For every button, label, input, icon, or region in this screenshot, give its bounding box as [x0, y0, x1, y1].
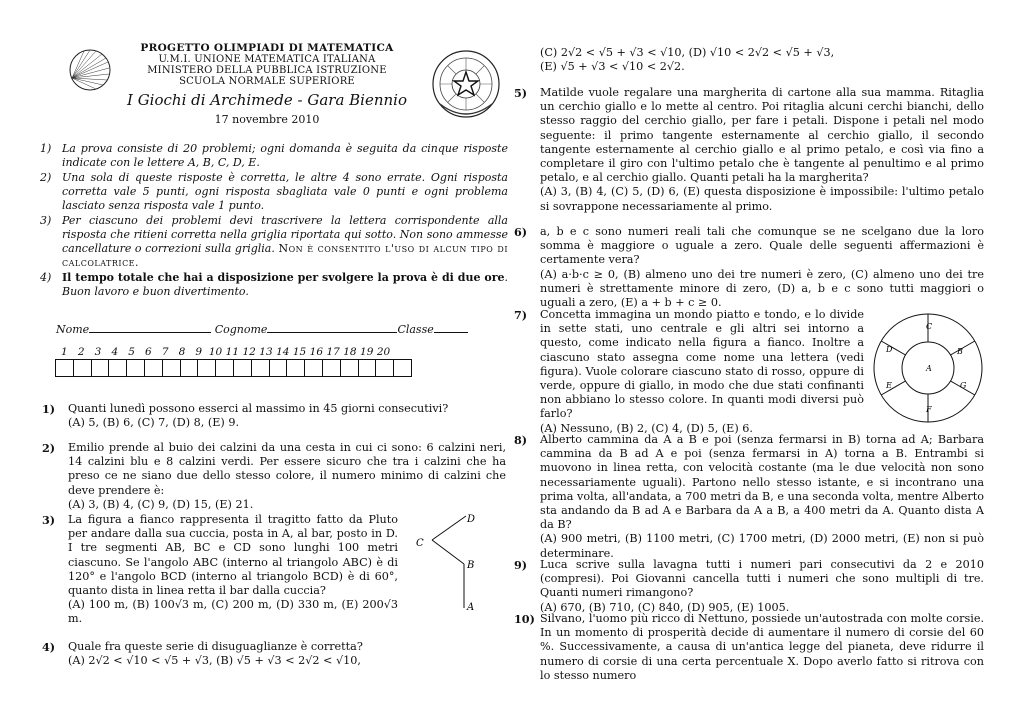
- question-answers: (A) 100 m, (B) 100√3 m, (C) 200 m, (D) 330 m, (E) 200√3 m.: [68, 598, 398, 626]
- rule-item: [40, 214, 508, 270]
- grid-number: 17: [326, 346, 340, 358]
- question-answers: (A) a·b·c ≥ 0, (B) almeno uno dei tre numeri è zero, (C) almeno uno dei tre numeri è strettamente minore di zero, (D) a, b e c sono tutti maggiori o uguali a zero, (E) a + b + c ≥ 0.: [540, 267, 984, 310]
- grid-number: 12: [242, 346, 256, 358]
- question-number: 6): [514, 225, 528, 239]
- header-line2: U.M.I. UNIONE MATEMATICA ITALIANA: [158, 54, 376, 65]
- rule-item: [40, 271, 508, 299]
- question-4-continued: [540, 46, 980, 74]
- question-answers-cd: (C) 2√2 < √5 + √3 < √10, (D) √10 < 2√2 < √5 + √3,: [540, 46, 835, 59]
- fig7-label-g: G: [960, 381, 967, 390]
- cognome-label: Cognome: [214, 323, 268, 336]
- fig7-label-a: A: [926, 364, 932, 373]
- grid-number: 6: [145, 346, 152, 358]
- question-answers: (A) 3, (B) 4, (C) 5, (D) 6, (E) questa disposizione è impossibile: l'ultimo petalo si sovrappone necessariamente al primo.: [540, 185, 984, 213]
- answer-cell[interactable]: [375, 359, 394, 377]
- grid-number: 18: [343, 346, 357, 358]
- question-text: Concetta immagina un mondo piatto e tondo, e lo divide in sette stati, uno centrale e gli altri sei intorno a questo, come indicato nella figura a fianco. Inoltre a ciascuno stato assegna come nome una lettera (vedi figura). Vuole colorare ciascuno stato di rosso, oppure di verde, oppure di giallo, in modo che due stati confinanti non abbiano lo stesso colore. In quanti modi diversi può farlo?: [540, 308, 864, 421]
- answer-cell[interactable]: [286, 359, 305, 377]
- question-text: a, b e c sono numeri reali tali che comunque se ne scelgano due la loro somma è maggiore o uguale a zero. Quale delle seguenti affermazioni è certamente vera?: [540, 225, 984, 267]
- fig3-label-c: C: [416, 538, 424, 549]
- rule-text: Una sola di queste risposte è corretta, le altre 4 sono errate. Ogni risposta corretta vale 5 punti, ogni risposta sbagliata vale 0 punti e ogni problema lasciato senza risposta vale 1 punto.: [62, 171, 508, 212]
- fig7-label-c: C: [926, 322, 933, 331]
- fig7-label-d: D: [886, 345, 893, 354]
- rule-text: La prova consiste di 20 problemi; ogni domanda è seguita da cinque risposte indicate con le lettere A, B, C, D, E.: [62, 142, 508, 169]
- rule-text-main: Per ciascuno dei problemi devi trascrivere la lettera corrispondente alla risposta che ritieni corretta nella griglia riportata qui sotto. Non sono ammesse cancellature o correzioni sulla griglia.: [62, 214, 508, 255]
- question-answers: (A) 2√2 < √10 < √5 + √3, (B) √5 + √3 < 2√2 < √10,: [68, 654, 361, 668]
- answer-cell[interactable]: [233, 359, 252, 377]
- fig3-label-a: A: [467, 602, 475, 613]
- question-answers: (A) 5, (B) 6, (C) 7, (D) 8, (E) 9.: [68, 416, 240, 430]
- seven-states-figure: [872, 312, 984, 424]
- answer-cell[interactable]: [269, 359, 288, 377]
- question-text: Matilde vuole regalare una margherita di cartone alla sua mamma. Ritaglia un cerchio giallo e lo mette al centro. Poi ritaglia alcuni cerchi bianchi, dello stesso raggio del cerchio giallo, per fare i petali. Dispone i petali nel modo seguente: il primo tangente esternamente al cerchio giallo, il secondo tangente esternamente al cerchio giallo e al primo petalo, e così via fino a completare il giro con l'ultimo petalo che è tangente al penultimo e al primo petalo, e al cerchio giallo. Quanti petali ha la margherita?: [540, 86, 984, 185]
- grid-number: 8: [178, 346, 186, 358]
- question-number: 9): [514, 558, 528, 572]
- answer-cell[interactable]: [251, 359, 270, 377]
- answer-cell[interactable]: [197, 359, 216, 377]
- grid-number: 5: [128, 346, 135, 358]
- question-body: [540, 308, 864, 436]
- grid-number: 19: [360, 346, 374, 358]
- grid-number: 16: [309, 346, 324, 358]
- question-number: 3): [42, 513, 56, 527]
- answer-cell[interactable]: [393, 359, 412, 377]
- grid-number: 14: [276, 346, 290, 358]
- question-text: Emilio prende al buio dei calzini da una cesta in cui ci sono: 6 calzini neri, 14 calzini blu e 8 calzini verdi. Per essere sicuro che tra i calzini che ha preso ce ne siano due dello stesso colore, il numero minimo di calzini che deve prendere è:: [68, 441, 506, 497]
- rule-text: Il tempo totale che hai a disposizione per svolgere la prova è di due ore. Buon lavoro e buon divertimento.: [62, 271, 508, 298]
- rule-item: [40, 142, 508, 170]
- question-body: [540, 612, 984, 683]
- fig3-label-d: D: [467, 514, 476, 525]
- question-number: 1): [42, 402, 56, 416]
- question-body: [540, 225, 984, 310]
- question-number: 7): [514, 308, 528, 322]
- grid-number: 3: [94, 346, 102, 358]
- question-answers: (A) Nessuno, (B) 2, (C) 4, (D) 5, (E) 6.: [540, 421, 753, 435]
- answer-cell[interactable]: [215, 359, 234, 377]
- question-body: [540, 558, 984, 615]
- question-text: Quanti lunedì possono esserci al massimo in 45 giorni consecutivi?: [68, 402, 449, 415]
- question-number: 5): [514, 86, 528, 100]
- fig7-label-e: E: [886, 381, 892, 390]
- grid-number: 9: [195, 346, 203, 358]
- grid-number: 4: [111, 346, 119, 358]
- grid-number: 15: [292, 346, 307, 358]
- answer-grid-cells: [56, 359, 412, 377]
- cognome-field[interactable]: [267, 322, 397, 333]
- grid-number: 10: [208, 346, 223, 358]
- question-answers-e: (E) √5 + √3 < √10 < 2√2.: [540, 60, 685, 74]
- classe-field[interactable]: [434, 322, 468, 333]
- question-answers: (A) 900 metri, (B) 1100 metri, (C) 1700 metri, (D) 2000 metri, (E) non si può determinare.: [540, 532, 984, 560]
- question-text: Quale fra queste serie di disuguaglianze è corretta?: [68, 640, 363, 653]
- answer-cell[interactable]: [108, 359, 127, 377]
- page-title: I Giochi di Archimede - Gara Biennio: [127, 91, 407, 109]
- question-number: 4): [42, 640, 56, 654]
- rule-text: [62, 214, 508, 270]
- question-body: [540, 433, 984, 561]
- rule-number: 4): [40, 271, 52, 284]
- pluto-path-figure: [410, 508, 500, 616]
- header-line3: MINISTERO DELLA PUBBLICA ISTRUZIONE: [147, 65, 387, 76]
- rule-number: 1): [40, 142, 52, 155]
- question-text: Alberto cammina da A a B e poi (senza fermarsi in B) torna ad A; Barbara cammina da B ad A e poi (senza fermarsi in A) torna a B. Entrambi si muovono in linea retta, con velocità costante (ma le due velocità non sono necessariamente uguali). Partono nello stesso istante, e si incontrano una prima volta, all'andata, a 700 metri da B, e una seconda volta, mentre Alberto sta andando da B ad A e Barbara da A a B, a 400 metri da A. Quanto dista A da B?: [540, 433, 984, 532]
- answer-grid: [56, 346, 412, 377]
- question-body: [68, 640, 506, 668]
- answer-cell[interactable]: [126, 359, 145, 377]
- question-number: 8): [514, 433, 528, 447]
- grid-number: 1: [61, 346, 68, 358]
- question-text: La figura a fianco rappresenta il tragitto fatto da Pluto per andare dalla sua cuccia, posta in A, al bar, posto in D. I tre segmenti AB, BC e CD sono lunghi 100 metri ciascuno. Se l'angolo ABC (interno al triangolo ABC) è di 120° e l'angolo BCD (interno al triangolo BCD) è di 60°, quanto dista in linea retta il bar dalla cuccia?: [68, 513, 398, 598]
- question-number: 10): [514, 612, 535, 626]
- classe-label: Classe: [397, 323, 434, 336]
- question-body: [540, 86, 984, 214]
- rule-item: [40, 171, 508, 213]
- question-number: 2): [42, 441, 56, 455]
- question-text: Luca scrive sulla lavagna tutti i numeri pari consecutivi da 2 e 2010 (compresi). Poi Giovanni cancella tutti i numeri che sono multipli di tre. Quanti numeri rimangono?: [540, 558, 984, 600]
- rule-text-caps: Non è consentito l'uso di alcun tipo di calcolatrice.: [62, 242, 509, 269]
- answer-cell[interactable]: [180, 359, 199, 377]
- rule-text-bold: Il tempo totale che hai a disposizione per svolgere la prova è di due ore: [62, 271, 505, 284]
- fig7-label-f: F: [926, 405, 932, 414]
- answer-cell[interactable]: [162, 359, 181, 377]
- answer-cell[interactable]: [322, 359, 341, 377]
- question-body: [68, 513, 398, 627]
- italian-republic-emblem-icon: [428, 46, 504, 122]
- answer-cell[interactable]: [358, 359, 377, 377]
- answer-cell[interactable]: [73, 359, 92, 377]
- grid-number: 2: [77, 346, 85, 358]
- rule-number: 3): [40, 214, 52, 227]
- grid-number: 20: [376, 346, 391, 358]
- fig7-label-b: B: [957, 347, 963, 356]
- rule-text-main: Buon lavoro e buon divertimento.: [62, 285, 249, 298]
- question-answers: (A) 3, (B) 4, (C) 9, (D) 15, (E) 21.: [68, 497, 254, 511]
- header-line4: SCUOLA NORMALE SUPERIORE: [179, 76, 355, 87]
- header: [107, 42, 427, 126]
- exam-date: 17 novembre 2010: [214, 113, 320, 126]
- exam-rules: [40, 142, 508, 300]
- answer-cell[interactable]: [340, 359, 359, 377]
- olympiad-logo: [68, 48, 112, 92]
- grid-number: 11: [225, 346, 240, 358]
- nome-label: Nome: [56, 323, 90, 336]
- question-text: Silvano, l'uomo più ricco di Nettuno, possiede un'autostrada con molte corsie. In un momento di prosperità decide di aumentare il numero di corsie del 60 %. Successivamente, a causa di un'antica legge del pianeta, deve ridurre il numero di corsie di una certa percentuale X. Dopo averlo fatto si ritrova con lo stesso numero: [540, 612, 984, 682]
- question-answers: (A) 670, (B) 710, (C) 840, (D) 905, (E) 1005.: [540, 600, 790, 614]
- answer-cell[interactable]: [304, 359, 323, 377]
- grid-number: 7: [161, 346, 169, 358]
- header-line1: PROGETTO OLIMPIADI DI MATEMATICA: [140, 42, 394, 54]
- answer-cell[interactable]: [144, 359, 163, 377]
- answer-cell[interactable]: [55, 359, 74, 377]
- answer-cell[interactable]: [91, 359, 110, 377]
- question-body: [68, 402, 506, 430]
- student-info-fields: [56, 322, 476, 336]
- fig3-label-b: B: [467, 560, 475, 571]
- nome-field[interactable]: [89, 322, 211, 333]
- grid-number: 13: [259, 346, 273, 358]
- answer-grid-numbers: [56, 346, 412, 358]
- rule-number: 2): [40, 171, 52, 184]
- question-body: [68, 441, 506, 512]
